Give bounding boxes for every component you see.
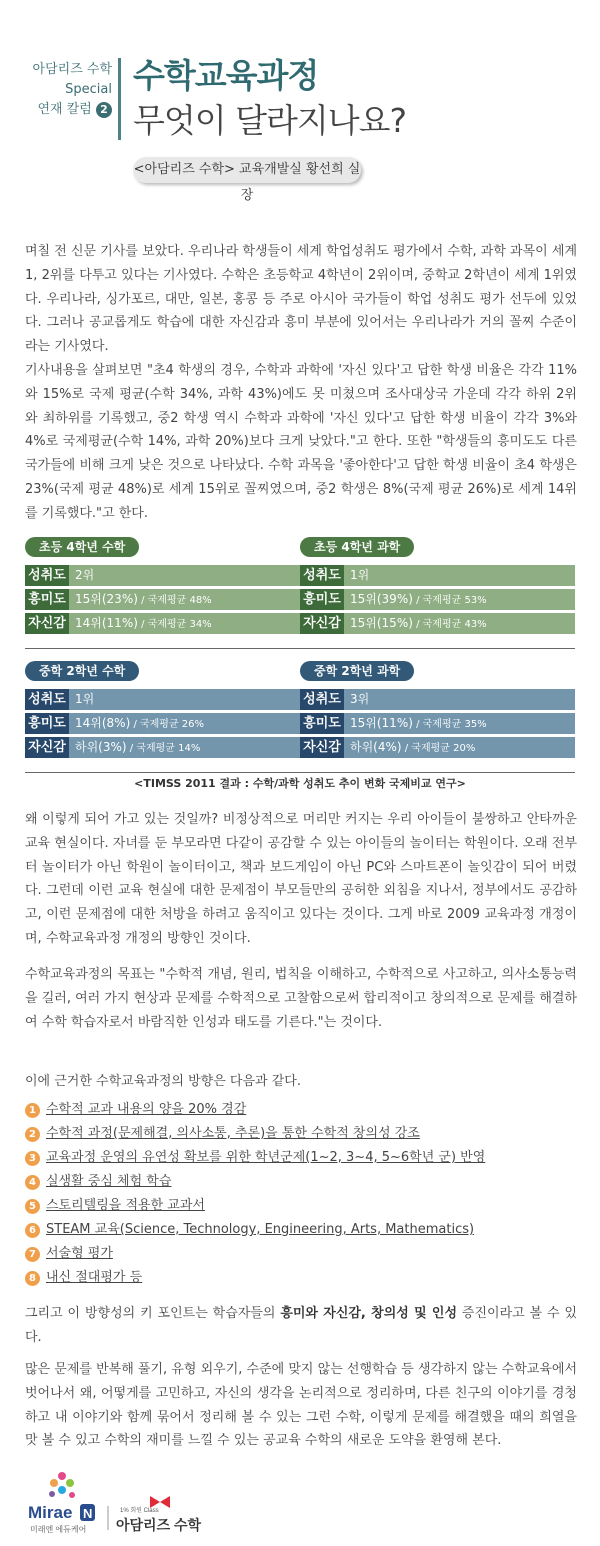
body-paragraph-5: 그리고 이 방향성의 키 포인트는 학습자들의 흥미와 자신감, 창의성 및 인성 증진이라고 볼 수 있다. (25, 1306, 577, 1345)
stat-label: 자신감 (25, 613, 69, 634)
stat-row (25, 689, 300, 710)
stat-label: 흥미도 (300, 589, 344, 610)
svg-text:Mirae: Mirae (28, 1503, 73, 1522)
stat-value: 1위 (69, 689, 300, 710)
stat-label: 흥미도 (300, 713, 344, 734)
list-item-text: 실생활 중심 체험 학습 (46, 1174, 172, 1189)
series-brand: 아담리즈 수학 (32, 62, 112, 77)
list-item (25, 1170, 585, 1194)
series-column: 연재 칼럼 (37, 102, 92, 117)
page-subtitle: 무엇이 달라지나요? (133, 101, 407, 140)
svg-text:N: N (83, 1506, 93, 1521)
stats-caption: <TIMSS 2011 결과 : 수학/과학 성취도 추이 변화 국제비교 연구> (134, 777, 466, 790)
stat-row (300, 589, 575, 610)
body-paragraph-2: 왜 이렇게 되어 가고 있는 것일까? 비정상적으로 머리만 커지는 우리 아이들이 불쌍하고 안타까운 교육 현실이다. 자녀를 둔 부모라면 다같이 공감할 수 있는 아이들의 놀이터는 학원이다. 오래 전부터 놀이터가 아닌 학원이 놀이터이고, 책과 보드게임이 아닌 PC와 스마트폰이 놀잇감이 되어 버렸다. 그런데 이런 교육 현실에 대한 문제점이 부모들만의 공허한 외침을 지나서, 정부에서도 공감하고, 이런 문제점에 대한 처방을 하려고 움직이고 있다는 것이다. 그게 바로 2009 교육과정 개정이며, 수학교육과정 개정의 방향인 것이다. (25, 812, 577, 946)
stat-value: 14위(8%) / 국제평균 26% (69, 713, 300, 734)
stat-row (25, 565, 300, 586)
number-badge: 5 (25, 1199, 40, 1214)
column-header (0, 0, 600, 210)
body-paragraph-4: 이에 근거한 수학교육과정의 방향은 다음과 같다. (25, 1074, 301, 1089)
stat-value: 15위(39%) / 국제평균 53% (344, 589, 575, 610)
number-badge: 8 (25, 1271, 40, 1286)
stat-row (300, 737, 575, 758)
stat-row (300, 713, 575, 734)
number-badge: 2 (25, 1127, 40, 1142)
stat-group-title: 중학 2학년 수학 (25, 661, 139, 681)
list-item (25, 1146, 585, 1170)
stats-divider-bottom (25, 772, 575, 773)
stat-value: 15위(11%) / 국제평균 35% (344, 713, 575, 734)
stat-row (25, 713, 300, 734)
stat-value: 하위(4%) / 국제평균 20% (344, 737, 575, 758)
list-item (25, 1242, 585, 1266)
intro-paragraph-2: 기사내용을 살펴보면 "초4 학생의 경우, 수학과 과학에 '자신 있다'고 답한 학생 비율은 각각 11%와 15%로 국제 평균(수학 34%, 과학 43%)에도 못 미쳤으며 조사대상국 가운데 각각 하위 2위와 최하위를 기록했고, 중2 학생 역시 수학과 과학에 '자신 있다'고 답한 학생 비율이 각각 3%와 4%로 국제평균(수학 14%, 과학 20%)보다 크게 낮았다."고 한다. 또한 "학생들의 흥미도도 다른 국가들에 비해 크게 낮은 것으로 나타났다. 수학 과목을 '좋아한다'고 답한 학생 비율이 초4 학생은 23%(국제 평균 48%)로 세계 15위로 꼴찌였으며, 중2 학생은 8%(국제 평균 26%)로 세계 14위를 기록했다."고 한다. (25, 362, 577, 521)
svg-text:1% 회원 Class: 1% 회원 Class (120, 1508, 159, 1514)
direction-list (25, 1098, 585, 1290)
intro-paragraph-1: 며칠 전 신문 기사를 보았다. 우리나라 학생들이 세계 학업성취도 평가에서 수학, 과학 과목이 세계 1, 2위를 다투고 있다는 기사였다. 수학은 초등학교 4학년이 2위이며, 중학교 2학년이 세계 1위였다. 우리나라, 싱가포르, 대만, 일본, 홍콩 등 주로 아시아 국가들이 학업 성취도 평가 선두에 있었다. 그러나 공교롭게도 학습에 대한 자신감과 흥미 부분에 있어서는 우리나라가 거의 꼴찌 수준이라는 기사였다. (25, 244, 577, 355)
stat-row (300, 613, 575, 634)
list-item-text: 스토리텔링을 적용한 교과서 (46, 1198, 205, 1213)
stat-label: 흥미도 (25, 589, 69, 610)
mirae-logo (20, 1470, 220, 1540)
stat-row (300, 565, 575, 586)
stat-label: 자신감 (25, 737, 69, 758)
list-item-text: 교육과정 운영의 유연성 확보를 위한 학년군제(1~2, 3~4, 5~6학년 군) 반영 (46, 1150, 486, 1165)
stat-label: 흥미도 (25, 713, 69, 734)
list-item (25, 1194, 585, 1218)
stats-divider (25, 648, 575, 649)
title-divider (118, 58, 121, 140)
stat-label: 성취도 (25, 689, 69, 710)
list-item (25, 1266, 585, 1290)
number-badge: 3 (25, 1151, 40, 1166)
stat-value: 2위 (69, 565, 300, 586)
number-badge: 1 (25, 1103, 40, 1118)
page-title: 수학교육과정 (133, 56, 319, 95)
author-badge: <아담리즈 수학> 교육개발실 황선희 실장 (133, 157, 361, 183)
list-item-text: 내신 절대평가 등 (46, 1270, 143, 1285)
stat-group-title: 중학 2학년 과학 (300, 661, 414, 681)
stat-group-title: 초등 4학년 과학 (300, 537, 414, 557)
stat-group-elem-math (25, 536, 300, 634)
stat-value: 1위 (344, 565, 575, 586)
stat-value: 3위 (344, 689, 575, 710)
series-label (0, 60, 112, 120)
intro-paragraphs (25, 240, 577, 526)
number-badge: 6 (25, 1223, 40, 1238)
series-special: Special (65, 82, 112, 97)
stat-group-elem-science (300, 536, 575, 634)
list-item (25, 1122, 585, 1146)
stat-label: 성취도 (300, 565, 344, 586)
list-item-text: 서술형 평가 (46, 1246, 113, 1261)
footer-logos (20, 1470, 220, 1540)
number-badge: 7 (25, 1247, 40, 1262)
list-item (25, 1218, 585, 1242)
stat-value: 15위(23%) / 국제평균 48% (69, 589, 300, 610)
svg-text:미래엔 에듀케어: 미래엔 에듀케어 (30, 1525, 87, 1534)
stat-group-title: 초등 4학년 수학 (25, 537, 139, 557)
stat-label: 자신감 (300, 737, 344, 758)
stat-label: 성취도 (25, 565, 69, 586)
stat-group-middle-math (25, 660, 300, 758)
stat-value: 15위(15%) / 국제평균 43% (344, 613, 575, 634)
svg-text:아담리즈 수학: 아담리즈 수학 (116, 1517, 202, 1533)
stats-panel (0, 530, 600, 800)
body-paragraph-6: 많은 문제를 반복해 풀기, 유형 외우기, 수준에 맞지 않는 선행학습 등 생각하지 않는 수학교육에서 벗어나서 왜, 어떻게를 고민하고, 자신의 생각을 논리적으로 정리하며, 다른 친구의 이야기를 경청하고 내 이야기와 함께 묶어서 정리해 볼 수 있는 그런 수학, 이렇게 문제를 해결했을 때의 희열을 맛 볼 수 있고 수학의 재미를 느낄 수 있는 공교육 수학의 새로운 도약을 환영해 본다. (25, 1362, 577, 1449)
key-point-highlight: 흥미와 자신감, 창의성 및 인성 (280, 1306, 458, 1321)
stat-label: 자신감 (300, 613, 344, 634)
body-paragraph-3: 수학교육과정의 목표는 "수학적 개념, 원리, 법칙을 이해하고, 수학적으로 사고하고, 의사소통능력을 길러, 여러 가지 현상과 문제를 수학적으로 고찰함으로써 합리적이고 창의적으로 문제를 해결하여 수학 학습자로서 바람직한 인성과 태도를 기른다."는 것이다. (25, 967, 577, 1030)
stat-row (25, 613, 300, 634)
stat-group-middle-science (300, 660, 575, 758)
stat-row (300, 689, 575, 710)
stat-label: 성취도 (300, 689, 344, 710)
stat-row (25, 589, 300, 610)
number-badge: 4 (25, 1175, 40, 1190)
series-number-badge: 2 (96, 102, 112, 118)
list-item (25, 1098, 585, 1122)
stat-row (25, 737, 300, 758)
list-item-text: 수학적 교과 내용의 양을 20% 경감 (46, 1102, 247, 1117)
stat-value: 14위(11%) / 국제평균 34% (69, 613, 300, 634)
stat-value: 하위(3%) / 국제평균 14% (69, 737, 300, 758)
list-item-text: STEAM 교육(Science, Technology, Engineering, Arts, Mathematics) (46, 1222, 475, 1237)
list-item-text: 수학적 과정(문제해결, 의사소통, 추론)을 통한 수학적 창의성 강조 (46, 1126, 420, 1141)
